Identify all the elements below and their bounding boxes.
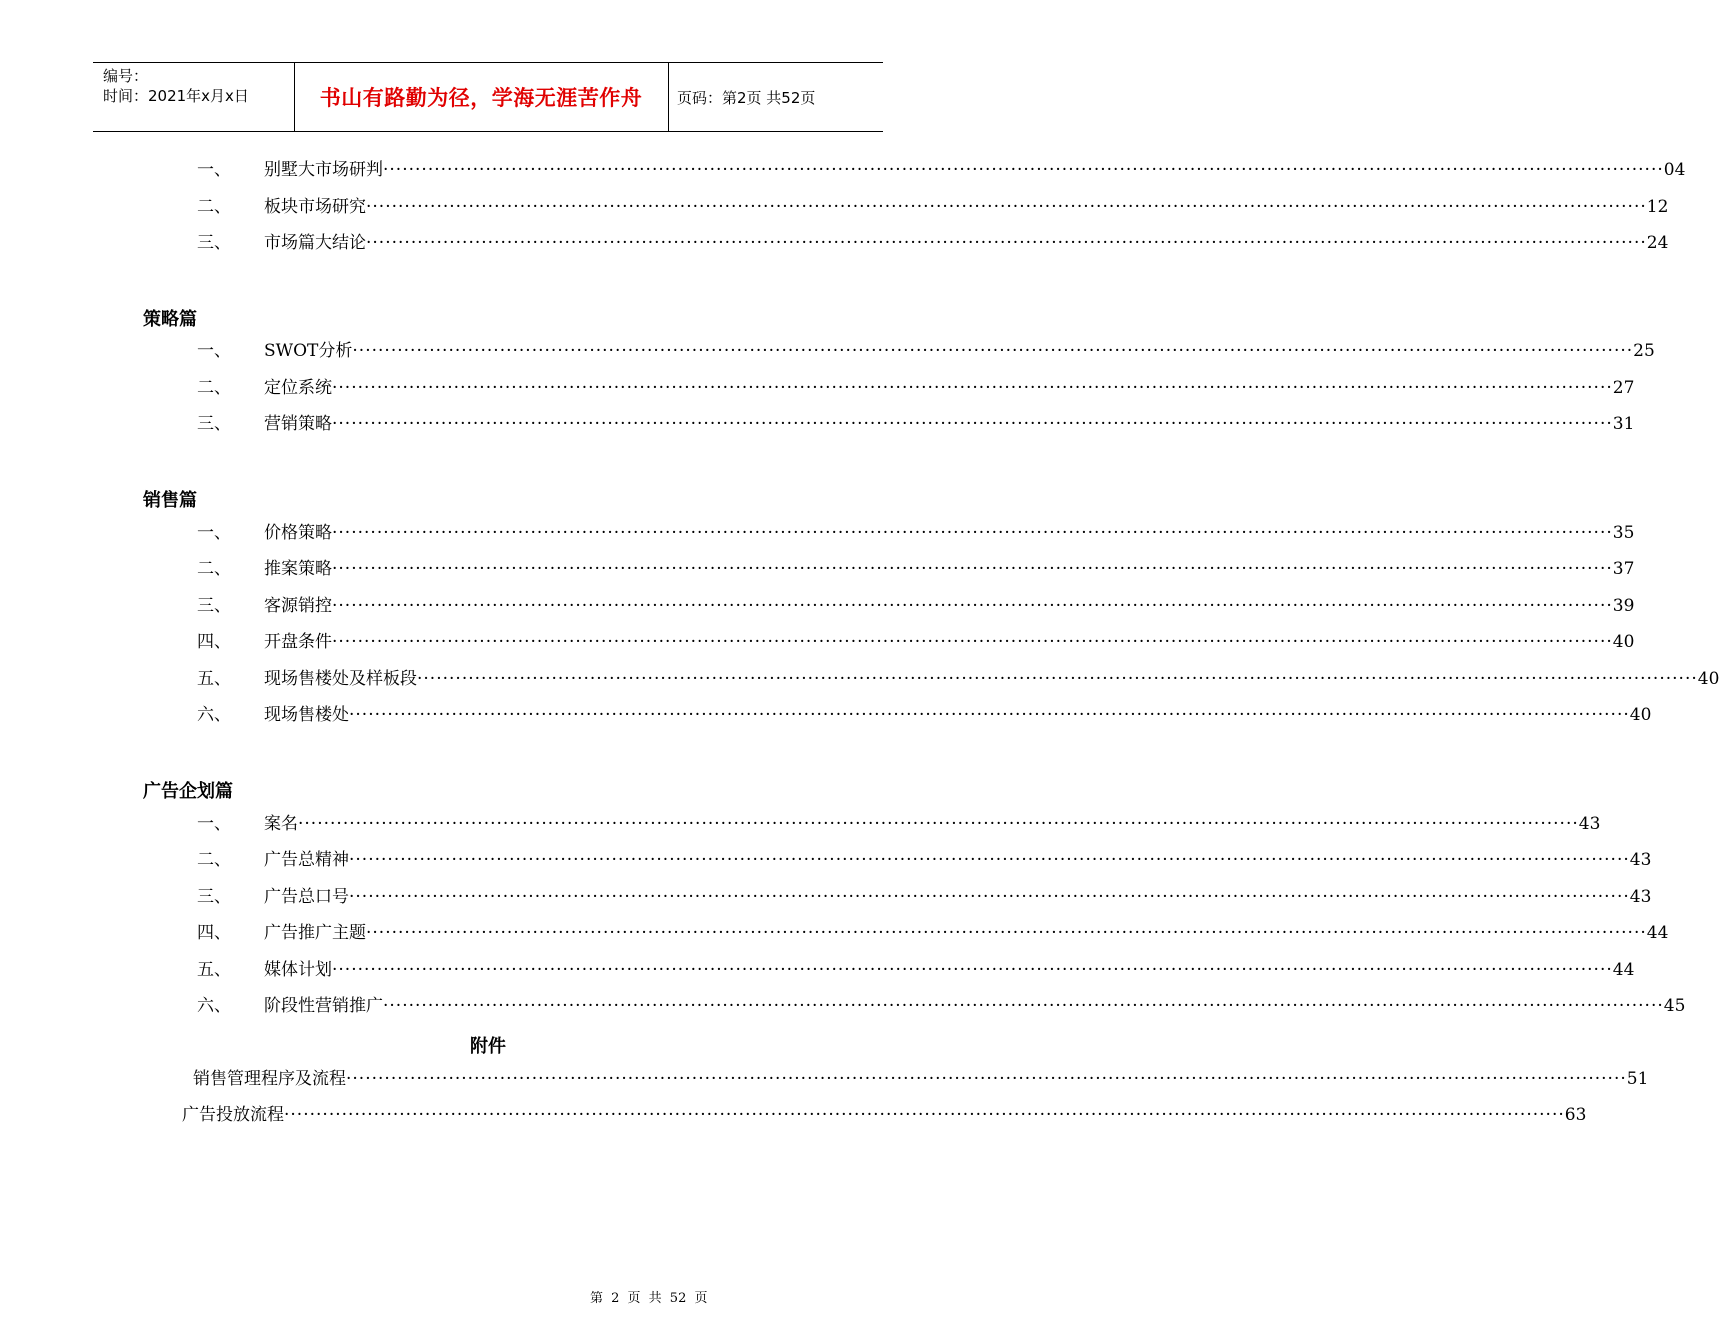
toc-item-number: 一、 <box>197 341 231 361</box>
toc-item-page: 43 <box>1629 887 1652 907</box>
toc-dot-leader: ········································································································································································································ <box>332 596 1613 616</box>
toc-item-number: 一、 <box>197 160 231 180</box>
toc-item-page: 31 <box>1612 414 1635 434</box>
toc-item-number: 六、 <box>197 996 231 1016</box>
toc-item-page: 43 <box>1629 850 1652 870</box>
toc-dot-leader: ········································································································································································································ <box>332 523 1613 543</box>
toc-item-page: 12 <box>1646 197 1669 217</box>
toc-item-page: 44 <box>1646 923 1669 943</box>
toc-item-number: 二、 <box>197 197 231 217</box>
toc-item-page: 40 <box>1612 632 1635 652</box>
toc-item-title: 开盘条件 <box>264 632 332 652</box>
section-heading-strategy: 策略篇 <box>143 309 197 330</box>
toc-item-title: 客源销控 <box>264 596 332 616</box>
section-heading-sales: 销售篇 <box>143 490 197 511</box>
toc-item-page: 40 <box>1629 705 1652 725</box>
toc-item-number: 五、 <box>197 960 231 980</box>
toc-item-page: 24 <box>1646 233 1669 253</box>
toc-item-title: 现场售楼处及样板段 <box>264 669 417 689</box>
toc-dot-leader: ········································································································································································································ <box>332 632 1613 652</box>
toc-item-title: 市场篇大结论 <box>264 233 366 253</box>
toc-dot-leader: ········································································································································································································ <box>349 705 1630 725</box>
toc-item-number: 六、 <box>197 705 231 725</box>
toc-item[interactable] <box>264 522 1635 544</box>
toc-item[interactable] <box>264 995 1686 1017</box>
toc-item[interactable] <box>264 959 1635 981</box>
toc-dot-leader: ········································································································································································································ <box>332 559 1613 579</box>
toc-item-number: 二、 <box>197 378 231 398</box>
toc-dot-leader: ········································································································································································································ <box>349 887 1630 907</box>
toc-item-number: 三、 <box>197 596 231 616</box>
header-page-info: 页码：第2页 共52页 <box>677 89 816 107</box>
toc-item[interactable] <box>264 558 1635 580</box>
toc-dot-leader: ········································································································································································································ <box>332 960 1613 980</box>
toc-item[interactable] <box>264 340 1655 362</box>
toc-dot-leader: ········································································································································································································ <box>346 1069 1627 1089</box>
toc-item-title: 板块市场研究 <box>264 197 366 217</box>
toc-dot-leader: ········································································································································································································ <box>352 341 1634 361</box>
toc-item-page: 27 <box>1612 378 1635 398</box>
toc-item[interactable] <box>264 922 1669 944</box>
toc-item[interactable] <box>264 413 1635 435</box>
toc-item[interactable] <box>264 704 1652 726</box>
toc-dot-leader: ········································································································································································································ <box>284 1105 1565 1125</box>
toc-item-title: 现场售楼处 <box>264 705 349 725</box>
toc-item-page: 25 <box>1633 341 1655 361</box>
toc-item-title: 推案策略 <box>264 559 332 579</box>
toc-item[interactable] <box>264 886 1652 908</box>
toc-item-page: 51 <box>1626 1069 1649 1089</box>
header-time-label: 时间：2021年x月x日 <box>103 87 249 105</box>
toc-dot-leader: ········································································································································································································ <box>366 923 1647 943</box>
toc-item[interactable] <box>193 1068 1649 1090</box>
toc-item-page: 63 <box>1564 1105 1587 1125</box>
toc-dot-leader: ········································································································································································································ <box>417 669 1698 689</box>
toc-item[interactable] <box>264 595 1635 617</box>
toc-item[interactable] <box>182 1104 1587 1126</box>
toc-item[interactable] <box>264 159 1686 181</box>
header-number-label: 编号： <box>103 67 149 85</box>
toc-item-title: 阶段性营销推广 <box>264 996 383 1016</box>
toc-item[interactable] <box>264 849 1652 871</box>
toc-item-number: 二、 <box>197 850 231 870</box>
toc-item-page: 37 <box>1612 559 1635 579</box>
toc-item-page: 04 <box>1663 160 1686 180</box>
toc-item-page: 43 <box>1578 814 1601 834</box>
toc-item-title: 别墅大市场研判 <box>264 160 383 180</box>
toc-dot-leader: ········································································································································································································ <box>366 233 1647 253</box>
toc-item-title: 定位系统 <box>264 378 332 398</box>
toc-item-title: 广告投放流程 <box>182 1105 284 1125</box>
toc-item-title: 广告推广主题 <box>264 923 366 943</box>
toc-item[interactable] <box>264 668 1719 690</box>
toc-dot-leader: ········································································································································································································ <box>298 814 1579 834</box>
toc-item-number: 三、 <box>197 414 231 434</box>
header-motto: 书山有路勤为径，学海无涯苦作舟 <box>319 86 643 110</box>
toc-item-title: 价格策略 <box>264 523 332 543</box>
toc-item-page: 44 <box>1612 960 1635 980</box>
toc-item-title: 媒体计划 <box>264 960 332 980</box>
toc-item[interactable] <box>264 813 1601 835</box>
toc-item-title: 销售管理程序及流程 <box>193 1069 346 1089</box>
toc-item-number: 一、 <box>197 523 231 543</box>
toc-dot-leader: ········································································································································································································ <box>349 850 1630 870</box>
toc-dot-leader: ········································································································································································································ <box>366 197 1647 217</box>
toc-item-page: 35 <box>1612 523 1635 543</box>
header-divider-2 <box>668 63 669 131</box>
toc-item-number: 一、 <box>197 814 231 834</box>
toc-item-number: 四、 <box>197 632 231 652</box>
toc-item-number: 五、 <box>197 669 231 689</box>
page-footer: 第 2 页 共 52 页 <box>590 1291 708 1306</box>
page-header <box>93 62 883 132</box>
toc-dot-leader: ········································································································································································································ <box>332 414 1613 434</box>
toc-item[interactable] <box>264 377 1635 399</box>
toc-item[interactable] <box>264 232 1669 254</box>
toc-item-title: 案名 <box>264 814 298 834</box>
toc-item-page: 40 <box>1697 669 1719 689</box>
toc-item-page: 39 <box>1612 596 1635 616</box>
toc-item-title: 广告总口号 <box>264 887 349 907</box>
section-heading-appendix: 附件 <box>470 1036 506 1057</box>
toc-dot-leader: ········································································································································································································ <box>383 996 1664 1016</box>
toc-item-page: 45 <box>1663 996 1686 1016</box>
toc-item-number: 三、 <box>197 233 231 253</box>
toc-item-number: 四、 <box>197 923 231 943</box>
toc-dot-leader: ········································································································································································································ <box>332 378 1613 398</box>
toc-item-title: SWOT分析 <box>264 341 353 361</box>
toc-item[interactable] <box>264 196 1669 218</box>
toc-item-number: 三、 <box>197 887 231 907</box>
toc-item-title: 营销策略 <box>264 414 332 434</box>
toc-item[interactable] <box>264 631 1635 653</box>
toc-item-title: 广告总精神 <box>264 850 349 870</box>
toc-item-number: 二、 <box>197 559 231 579</box>
toc-dot-leader: ········································································································································································································ <box>383 160 1664 180</box>
section-heading-ads: 广告企划篇 <box>143 781 233 802</box>
header-meta <box>103 66 249 106</box>
